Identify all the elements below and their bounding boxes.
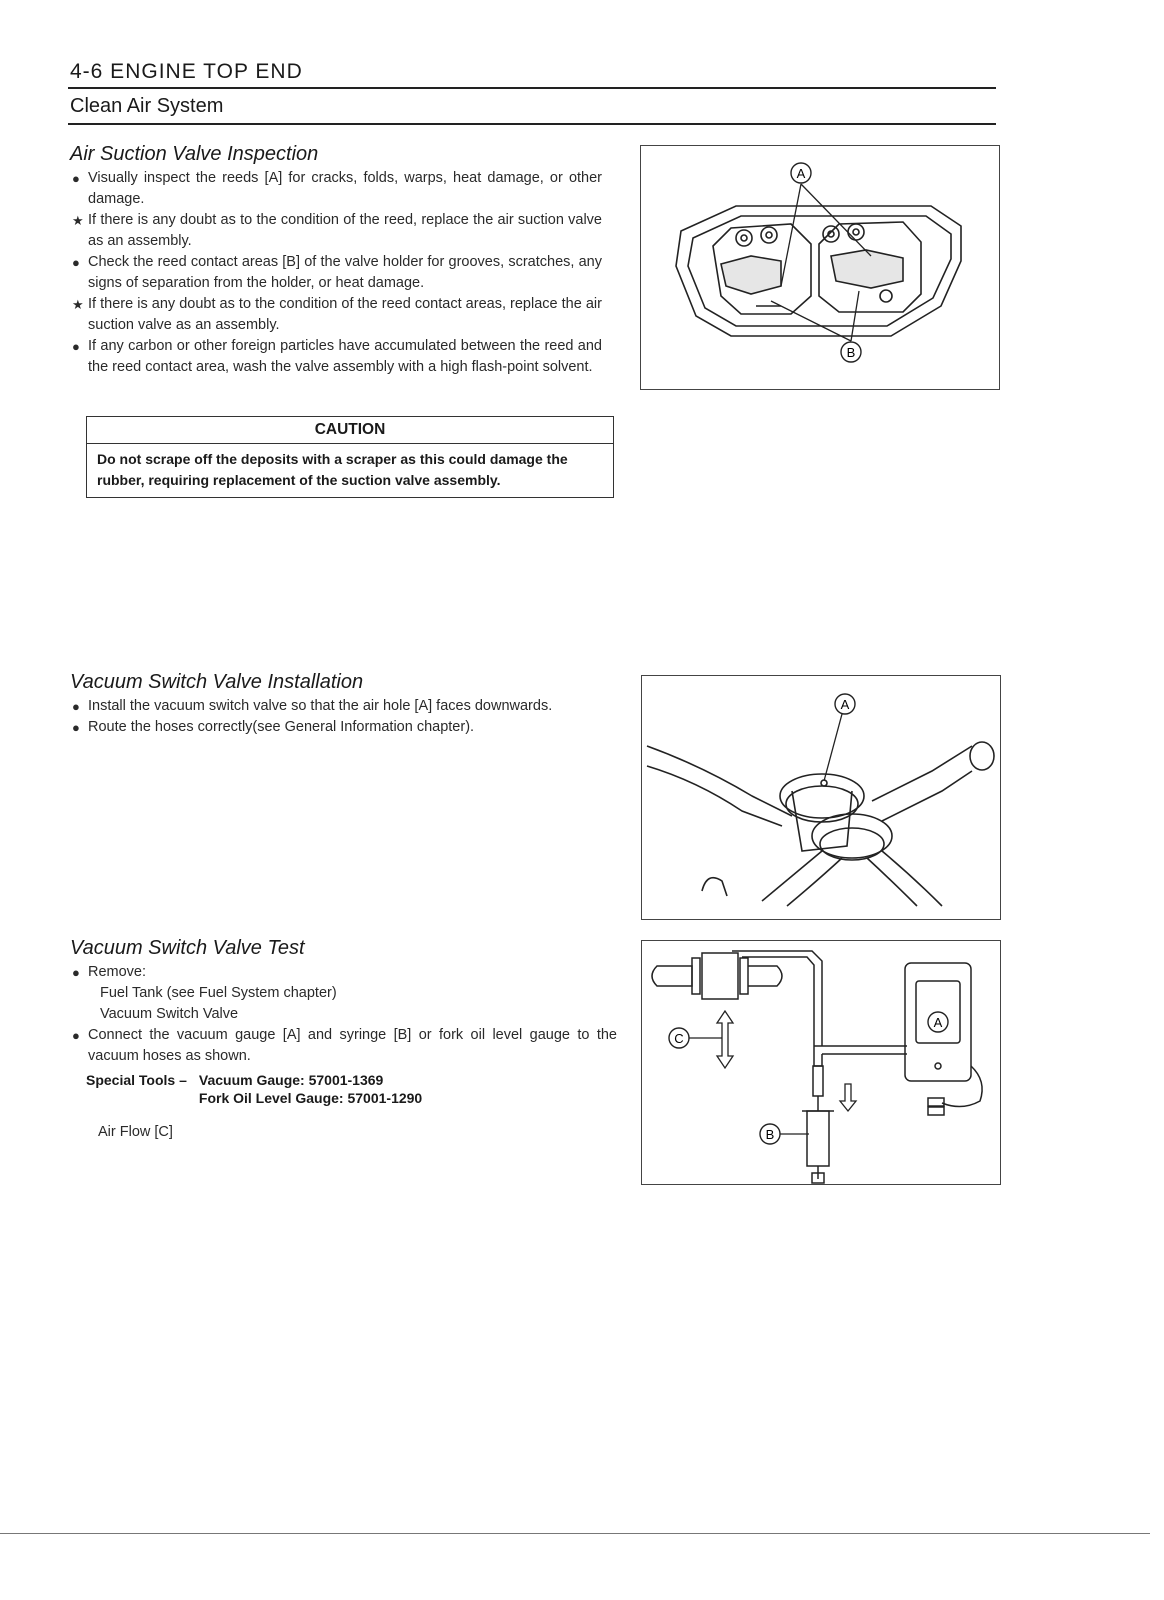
figure-vacuum-test [641,940,1001,1185]
tool-item: Fork Oil Level Gauge: 57001-1290 [198,1090,423,1106]
figure-air-suction-valve [640,145,1000,390]
vacuum-install-title: Vacuum Switch Valve Installation [70,671,364,693]
remove-item: Fuel Tank (see Fuel System chapter) [100,985,337,1001]
callout-b-label: B [846,345,856,360]
callout-b [841,342,861,362]
vacuum-install-items [72,696,612,738]
tool-item: Vacuum Gauge: 57001-1369 [198,1072,384,1088]
vacuum-test-illustration [642,941,1000,1184]
list-item: ● Connect the vacuum gauge [A] and syringe [B] or fork oil level gauge to the vacuum hoses as shown. [72,1027,617,1064]
section-title: Clean Air System [70,95,224,117]
page-title: 4-6 ENGINE TOP END [70,60,303,83]
air-flow-label: Air Flow [C] [98,1124,173,1140]
list-item: ★ If there is any doubt as to the condition of the reed contact areas, replace the air suction valve as an assembly. [72,296,602,333]
vacuum-test-content [72,962,617,1067]
figure-vacuum-install [641,675,1001,920]
remove-item: Vacuum Switch Valve [100,1006,239,1022]
special-tools-label: Special Tools – [86,1072,187,1088]
callout-a [835,694,855,714]
list-item: ● Check the reed contact areas [B] of the valve holder for grooves, scratches, any signs of separation from the holder, or heat damage. [72,254,602,291]
callout-a [928,1012,948,1032]
air-suction-valve-illustration [641,146,999,389]
list-item: ★ If there is any doubt as to the condition of the reed, replace the air suction valve as an assembly. [72,212,602,249]
section-rule [68,123,996,125]
list-item: ● Route the hoses correctly(see General Information chapter). [72,719,475,735]
callout-b [760,1124,780,1144]
caution-box [86,416,614,498]
special-tools [86,1072,422,1108]
list-item: ● Remove: [72,964,147,980]
list-item: ● Visually inspect the reeds [A] for cracks, folds, warps, heat damage, or other damage. [72,170,602,207]
vacuum-valve-installation-illustration [642,676,1000,919]
vacuum-test-title: Vacuum Switch Valve Test [70,937,305,959]
air-suction-items [72,168,602,378]
callout-b-label: B [765,1127,775,1142]
callout-a-label: A [840,697,850,712]
air-suction-title: Air Suction Valve Inspection [70,143,319,165]
callout-c [669,1028,689,1048]
list-item: ● If any carbon or other foreign particles have accumulated between the reed and the reed contact area, wash the valve assembly with a high flash-point solvent. [72,338,602,375]
caution-text: Do not scrape off the deposits with a scraper as this could damage the rubber, requiring replacement of the suction valve assembly. [97,451,568,488]
callout-a-label: A [933,1015,943,1030]
callout-c-label: C [674,1031,684,1046]
callout-a [791,163,811,183]
list-item: ● Install the vacuum switch valve so that the air hole [A] faces downwards. [72,698,553,714]
header-rule [68,87,996,89]
bottom-rule [0,1533,1150,1534]
caution-heading: CAUTION [87,417,613,444]
callout-a-label: A [796,166,806,181]
